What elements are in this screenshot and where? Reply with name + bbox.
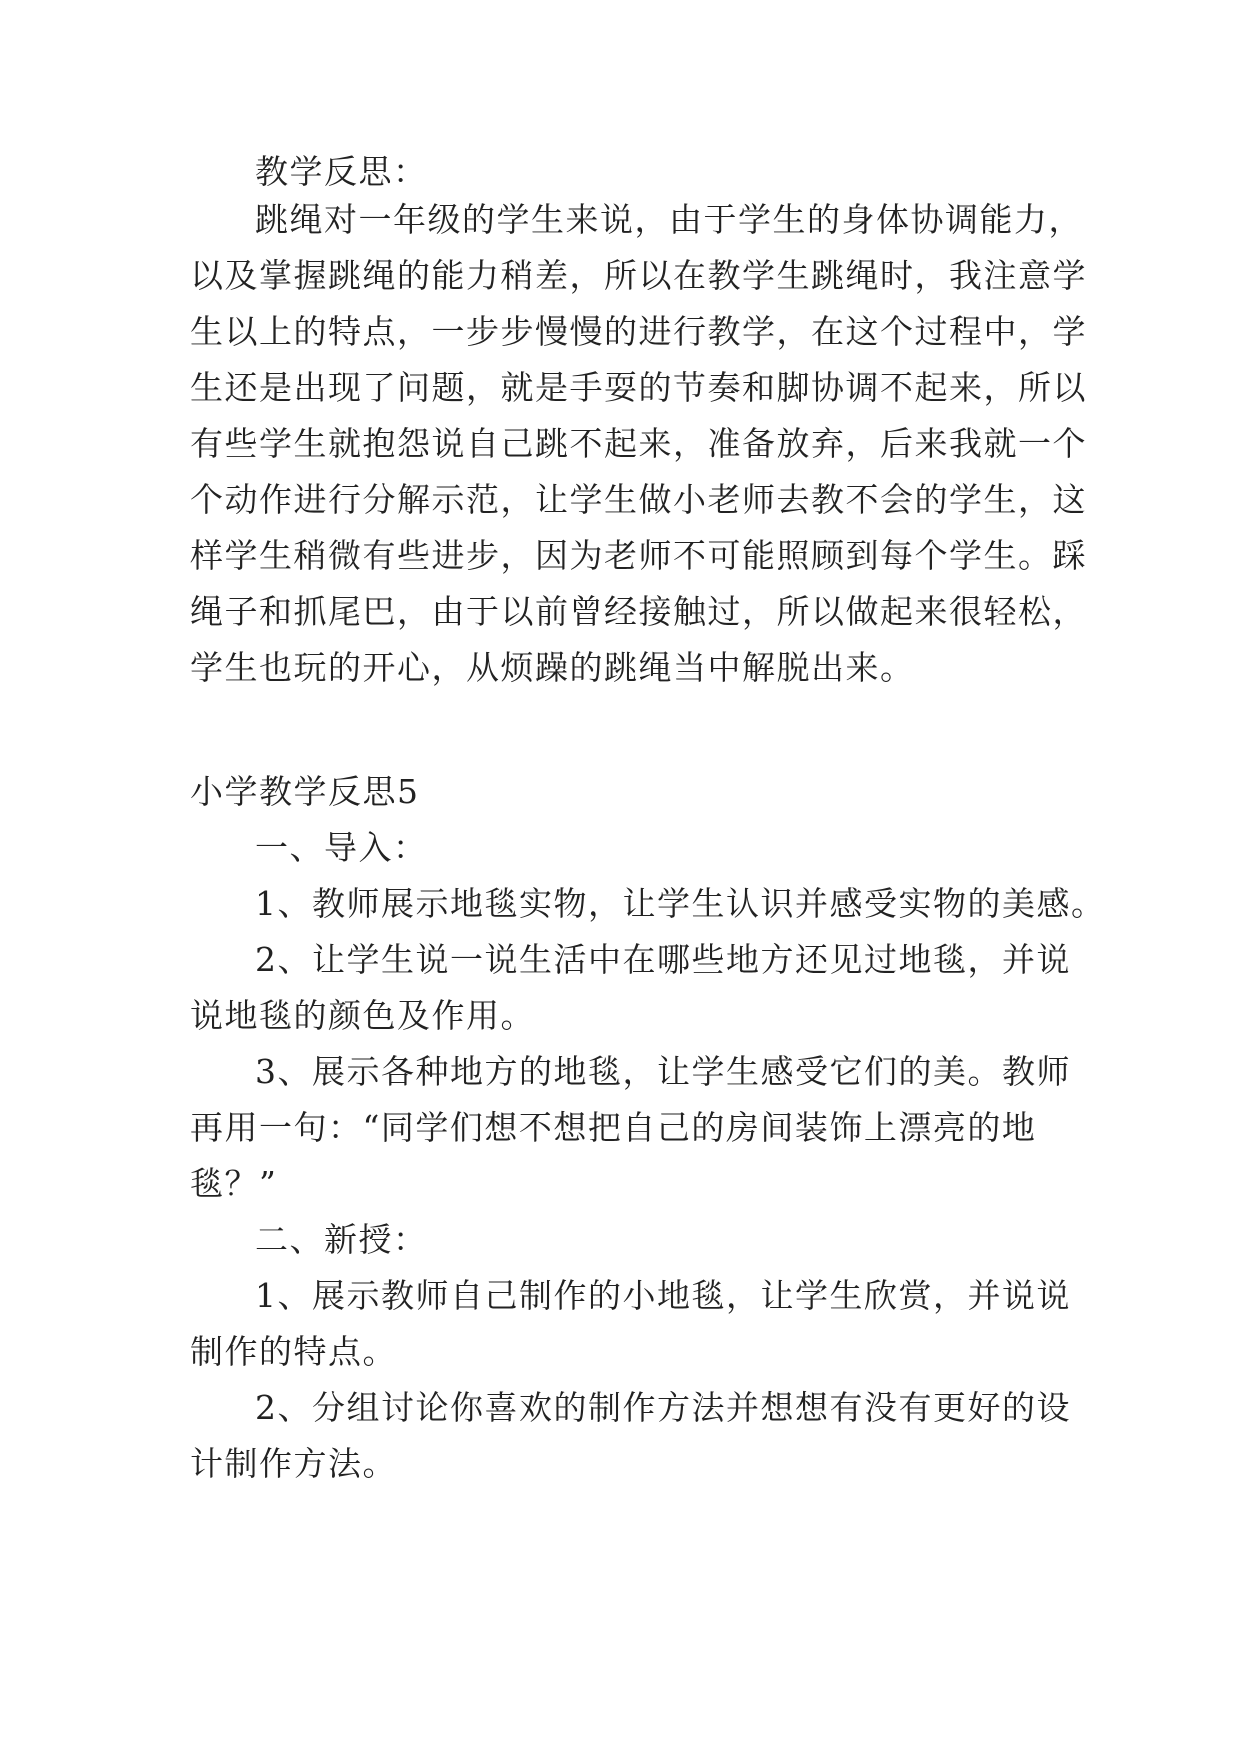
paragraph-line: 以及掌握跳绳的能力稍差，所以在教学生跳绳时，我注意学 bbox=[190, 256, 1087, 295]
list-item-continuation: 再用一句：“同学们想不想把自己的房间装饰上漂亮的地 bbox=[190, 1108, 1037, 1147]
list-item-continuation: 计制作方法。 bbox=[190, 1444, 397, 1483]
list-item-continuation: 说地毯的颜色及作用。 bbox=[190, 996, 535, 1035]
subheading-intro: 一、导入： bbox=[255, 828, 428, 867]
list-item: 3、展示各种地方的地毯，让学生感受它们的美。教师 bbox=[255, 1052, 1071, 1091]
section-heading-reflection: 教学反思： bbox=[255, 152, 428, 191]
list-item: 1、展示教师自己制作的小地毯，让学生欣赏，并说说 bbox=[255, 1276, 1071, 1315]
paragraph-line: 学生也玩的开心，从烦躁的跳绳当中解脱出来。 bbox=[190, 648, 915, 687]
section-title: 小学教学反思5 bbox=[190, 772, 420, 811]
paragraph-line: 个动作进行分解示范，让学生做小老师去教不会的学生，这 bbox=[190, 480, 1087, 519]
paragraph-line: 生还是出现了问题，就是手耍的节奏和脚协调不起来，所以 bbox=[190, 368, 1087, 407]
paragraph-line: 有些学生就抱怨说自己跳不起来，准备放弃，后来我就一个 bbox=[190, 424, 1087, 463]
list-item-continuation: 制作的特点。 bbox=[190, 1332, 397, 1371]
paragraph-line: 绳子和抓尾巴，由于以前曾经接触过，所以做起来很轻松， bbox=[190, 592, 1087, 631]
list-item: 2、让学生说一说生活中在哪些地方还见过地毯，并说 bbox=[255, 940, 1071, 979]
paragraph-line: 生以上的特点，一步步慢慢的进行教学，在这个过程中，学 bbox=[190, 312, 1087, 351]
list-item: 2、分组讨论你喜欢的制作方法并想想有没有更好的设 bbox=[255, 1388, 1071, 1427]
subheading-new-lesson: 二、新授： bbox=[255, 1220, 428, 1259]
paragraph-line: 跳绳对一年级的学生来说，由于学生的身体协调能力， bbox=[255, 200, 1083, 239]
list-item-continuation: 毯？” bbox=[190, 1164, 278, 1203]
paragraph-line: 样学生稍微有些进步，因为老师不可能照顾到每个学生。踩 bbox=[190, 536, 1087, 575]
list-item: 1、教师展示地毯实物，让学生认识并感受实物的美感。 bbox=[255, 884, 1106, 923]
